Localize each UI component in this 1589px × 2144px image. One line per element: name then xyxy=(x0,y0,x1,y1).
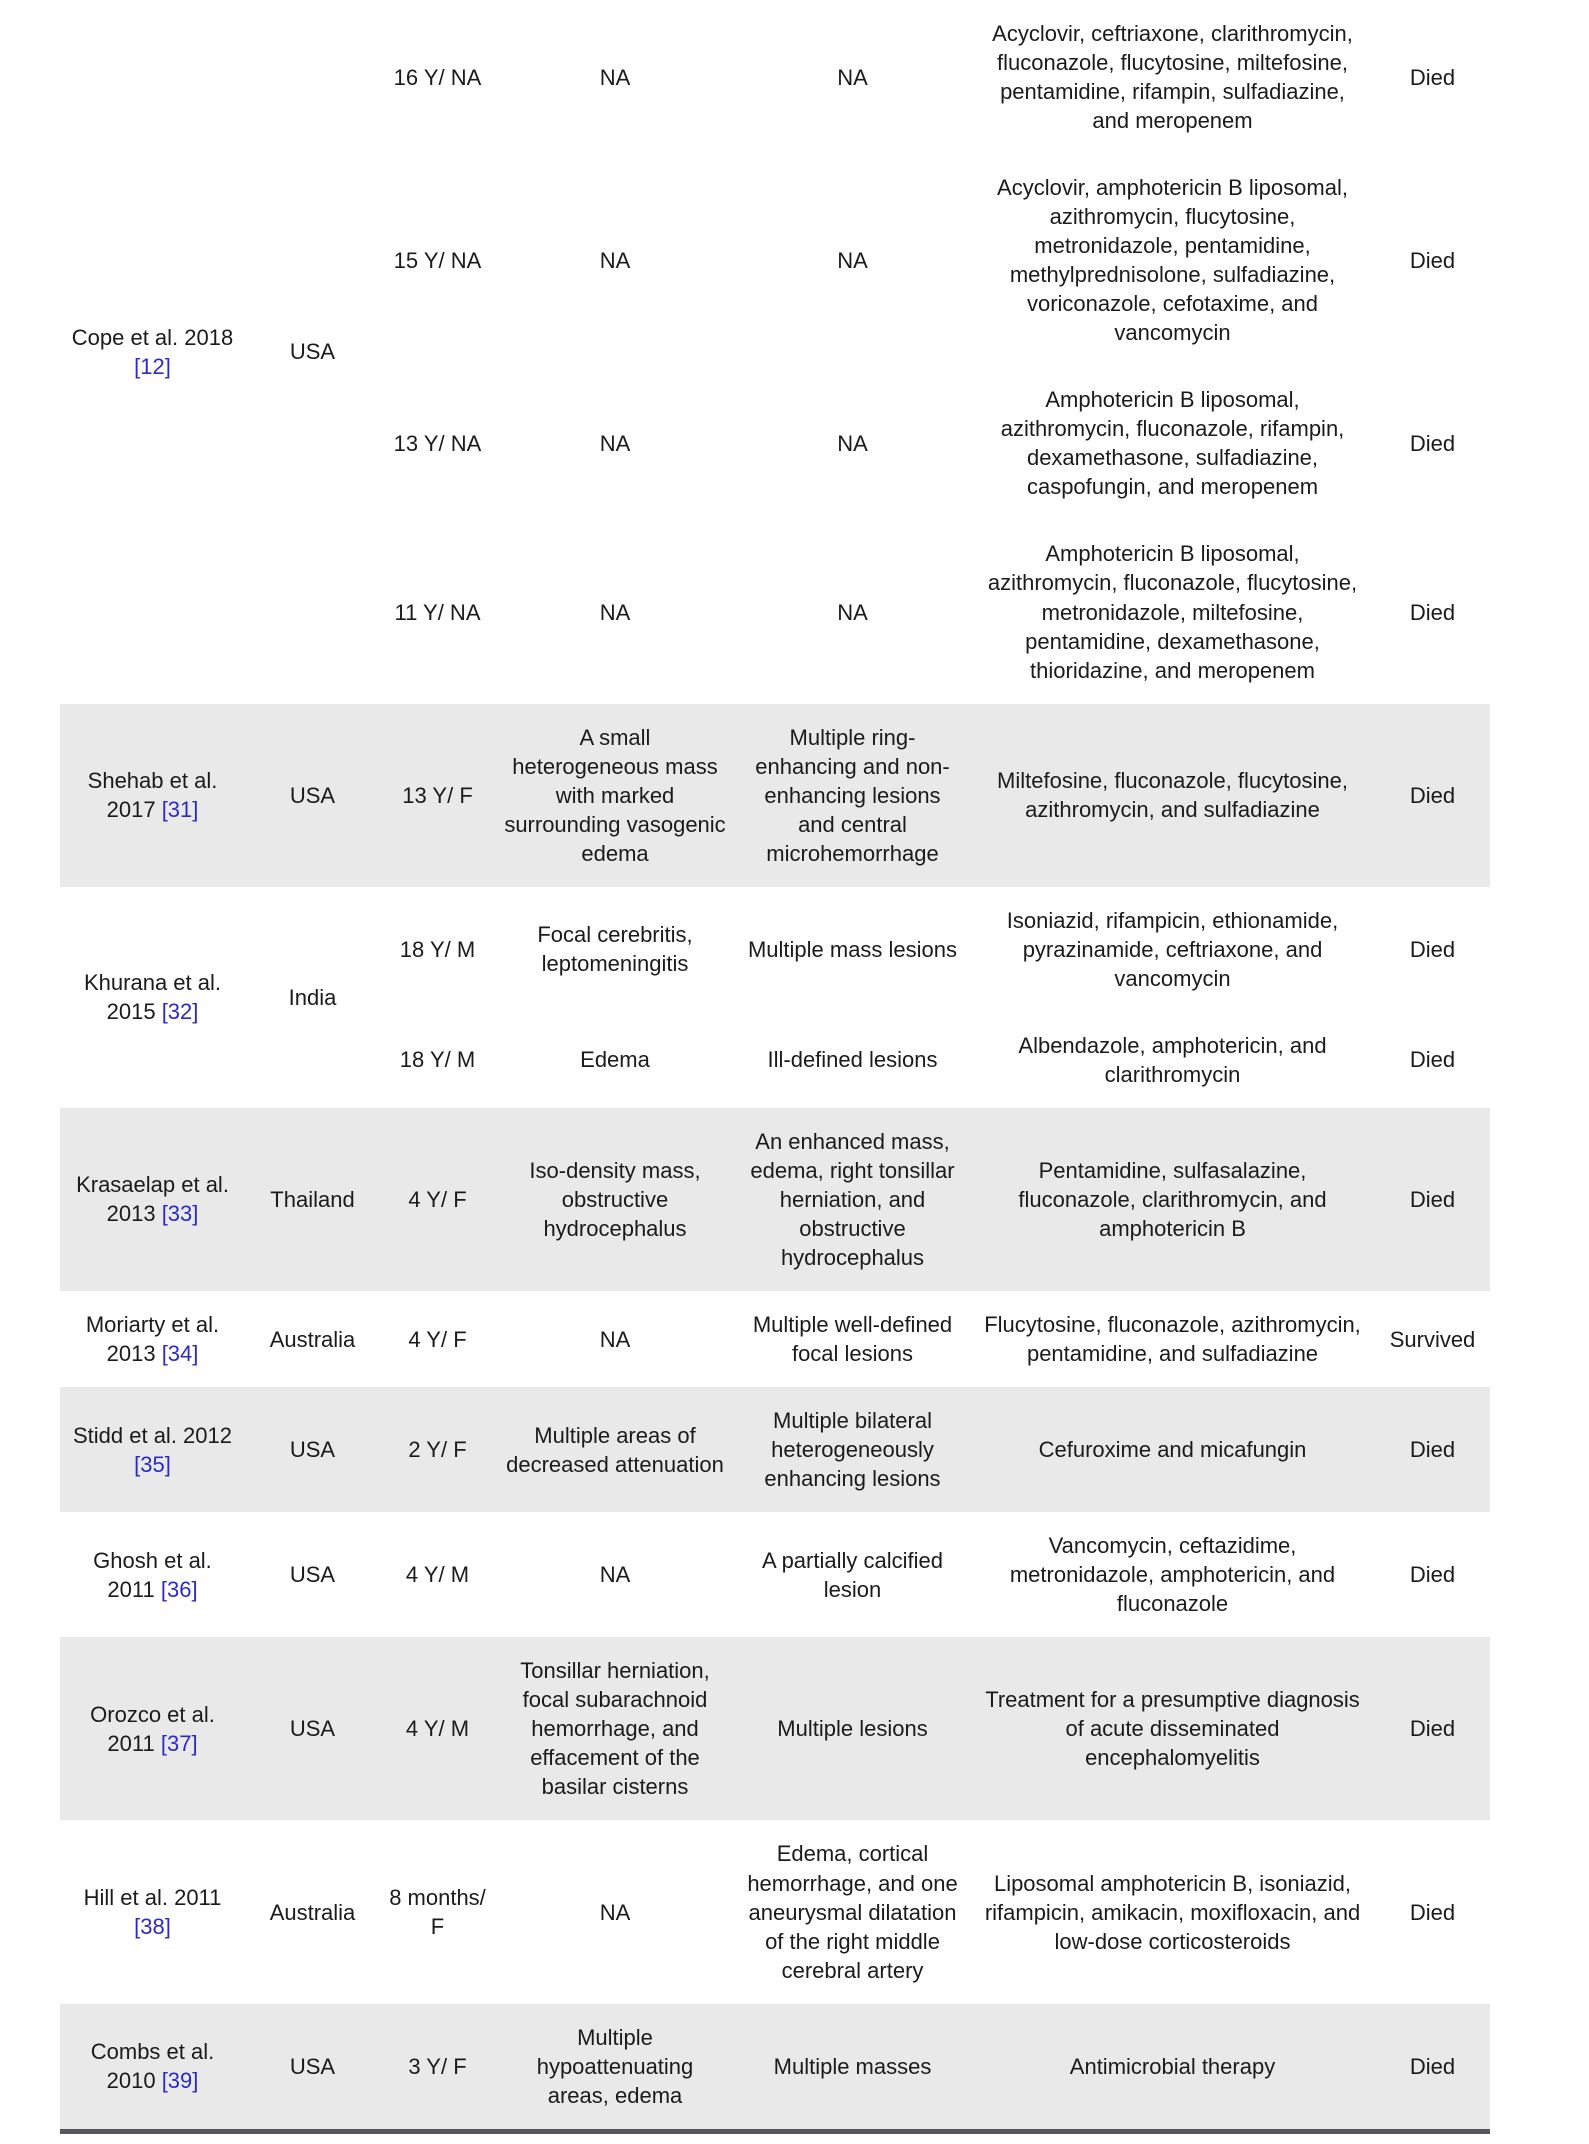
age-sex-cell: 4 Y/ F xyxy=(408,1326,467,1352)
age-sex-cell: 15 Y/ NA xyxy=(393,247,482,273)
author-name: Moriarty et al. 2013 xyxy=(85,1312,220,1367)
author-cell xyxy=(60,1108,245,1291)
mri-findings-cell: Multiple mass lesions xyxy=(747,936,958,962)
age-sex-cell: 18 Y/ M xyxy=(399,936,476,962)
country-cell: Australia xyxy=(269,1899,356,1925)
case-report-table xyxy=(60,0,1490,2134)
author-name: Krasaelap et al. 2013 xyxy=(76,1172,229,1227)
treatment-cell: Vancomycin, ceftazidime, metronidazole, amphotericin, and fluconazole xyxy=(1009,1533,1336,1617)
citation-link[interactable]: [33] xyxy=(161,1201,199,1227)
outcome-cell: Died xyxy=(1409,1047,1456,1073)
outcome-cell: Died xyxy=(1409,430,1456,456)
mri-findings-cell: An enhanced mass, edema, right tonsillar herniation, and obstructive hydrocephalus xyxy=(735,1108,970,1291)
treatment-cell: Antimicrobial therapy xyxy=(970,2004,1375,2132)
mri-findings-cell: Edema, cortical hemorrhage, and one aneurysmal dilatation of the right middle cerebral artery xyxy=(747,1841,958,1983)
treatment-cell: Liposomal amphotericin B, isoniazid, rifampicin, amikacin, moxifloxacin, and low-dose corticosteroids xyxy=(984,1870,1361,1954)
outcome-cell: Died xyxy=(1375,1108,1490,1291)
treatment-cell: Isoniazid, rifampicin, ethionamide, pyrazinamide, ceftriaxone, and vancomycin xyxy=(1006,907,1339,991)
ct-findings-cell: NA xyxy=(599,1562,631,1588)
author-name: Orozco et al. 2011 xyxy=(90,1701,215,1756)
outcome-cell: Died xyxy=(1375,2004,1490,2132)
age-sex-cell: 4 Y/ M xyxy=(380,1637,495,1820)
outcome-cell: Died xyxy=(1409,247,1456,273)
citation-link[interactable]: [35] xyxy=(134,1451,171,1477)
author-name: Shehab et al. 2017 xyxy=(87,768,218,823)
citation-link[interactable]: [34] xyxy=(161,1341,199,1367)
ct-findings-cell: Tonsillar herniation, focal subarachnoid hemorrhage, and effacement of the basilar cisterns xyxy=(495,1637,735,1820)
table-row xyxy=(60,0,1490,154)
author-name: Khurana et al. 2015 xyxy=(84,970,221,1025)
treatment-cell: Miltefosine, fluconazole, flucytosine, azithromycin, and sulfadiazine xyxy=(970,704,1375,887)
age-sex-cell: 16 Y/ NA xyxy=(393,64,482,90)
ct-findings-cell: A small heterogeneous mass with marked surrounding vasogenic edema xyxy=(495,704,735,887)
table-row xyxy=(60,1820,1490,2003)
ct-findings-cell: Focal cerebritis, leptomeningitis xyxy=(537,922,693,977)
author-cell xyxy=(60,2004,245,2132)
treatment-cell: Acyclovir, ceftriaxone, clarithromycin, fluconazole, flucytosine, miltefosine, pentamidine, rifampin, sulfadiazine, and meropenem xyxy=(992,21,1353,134)
ct-findings-cell: Multiple hypoattenuating areas, edema xyxy=(495,2004,735,2132)
author-name: Stidd et al. 2012 xyxy=(72,1422,232,1448)
mri-findings-cell: NA xyxy=(837,64,868,90)
treatment-cell: Flucytosine, fluconazole, azithromycin, pentamidine, and sulfadiazine xyxy=(984,1312,1361,1367)
citation-link[interactable]: [32] xyxy=(161,999,199,1025)
table-row xyxy=(60,2004,1490,2132)
treatment-cell: Treatment for a presumptive diagnosis of acute disseminated encephalomyelitis xyxy=(970,1637,1375,1820)
age-sex-cell: 18 Y/ M xyxy=(399,1047,476,1073)
citation-link[interactable]: [39] xyxy=(161,2068,199,2094)
mri-findings-cell: Multiple well-defined focal lesions xyxy=(752,1312,953,1367)
author-cell xyxy=(60,0,245,704)
age-sex-cell: 13 Y/ F xyxy=(380,704,495,887)
age-sex-cell: 13 Y/ NA xyxy=(393,430,482,456)
table-row xyxy=(60,1108,1490,1291)
table-row xyxy=(60,1387,1490,1512)
author-cell xyxy=(60,887,245,1108)
outcome-cell: Died xyxy=(1409,64,1456,90)
treatment-cell: Amphotericin B liposomal, azithromycin, fluconazole, rifampin, dexamethasone, sulfadiazine, caspofungin, and meropenem xyxy=(1000,387,1345,500)
outcome-cell: Survived xyxy=(1389,1326,1476,1352)
mri-findings-cell: NA xyxy=(837,247,868,273)
country-cell: USA xyxy=(245,1387,380,1512)
ct-findings-cell: NA xyxy=(599,430,631,456)
author-name: Combs et al. 2010 xyxy=(90,2039,215,2094)
ct-findings-cell: NA xyxy=(599,247,631,273)
author-cell xyxy=(60,1387,245,1512)
outcome-cell: Died xyxy=(1375,1637,1490,1820)
country-cell: Thailand xyxy=(245,1108,380,1291)
table-row xyxy=(60,1637,1490,1820)
country-cell: USA xyxy=(289,1562,336,1588)
citation-link[interactable]: [31] xyxy=(161,797,199,823)
treatment-cell: Albendazole, amphotericin, and clarithromycin xyxy=(1018,1032,1327,1087)
outcome-cell: Died xyxy=(1409,1562,1456,1588)
ct-findings-cell: Edema xyxy=(580,1047,650,1073)
author-cell xyxy=(60,1512,245,1637)
mri-findings-cell: NA xyxy=(837,430,868,456)
ct-findings-cell: NA xyxy=(599,1899,631,1925)
outcome-cell: Died xyxy=(1375,704,1490,887)
author-name: Cope et al. 2018 xyxy=(71,324,234,350)
country-cell: USA xyxy=(245,2004,380,2132)
country-cell: USA xyxy=(245,704,380,887)
ct-findings-cell: NA xyxy=(599,64,631,90)
mri-findings-cell: Multiple ring-enhancing and non-enhancing lesions and central microhemorrhage xyxy=(735,704,970,887)
mri-findings-cell: A partially calcified lesion xyxy=(762,1547,943,1602)
citation-link[interactable]: [38] xyxy=(134,1914,171,1940)
ct-findings-cell: NA xyxy=(599,1326,631,1352)
author-cell xyxy=(60,1291,245,1387)
country-cell: USA xyxy=(245,1637,380,1820)
outcome-cell: Died xyxy=(1409,1899,1456,1925)
age-sex-cell: 2 Y/ F xyxy=(380,1387,495,1512)
treatment-cell: Cefuroxime and micafungin xyxy=(970,1387,1375,1512)
age-sex-cell: 11 Y/ NA xyxy=(394,599,481,625)
age-sex-cell: 4 Y/ F xyxy=(380,1108,495,1291)
author-cell xyxy=(60,1820,245,2003)
ct-findings-cell: Multiple areas of decreased attenuation xyxy=(495,1387,735,1512)
mri-findings-cell: Multiple lesions xyxy=(735,1637,970,1820)
ct-findings-cell: NA xyxy=(599,599,631,625)
mri-findings-cell: Multiple masses xyxy=(735,2004,970,2132)
mri-findings-cell: Ill-defined lesions xyxy=(767,1047,938,1073)
table-row xyxy=(60,704,1490,887)
age-sex-cell: 4 Y/ M xyxy=(405,1562,470,1588)
country-cell: USA xyxy=(289,339,336,365)
table-row xyxy=(60,1291,1490,1387)
author-cell xyxy=(60,704,245,887)
ct-findings-cell: Iso-density mass, obstructive hydrocephalus xyxy=(495,1108,735,1291)
mri-findings-cell: NA xyxy=(837,599,868,625)
outcome-cell: Died xyxy=(1409,599,1456,625)
author-cell xyxy=(60,1637,245,1820)
age-sex-cell: 8 months/ F xyxy=(389,1885,486,1940)
treatment-cell: Acyclovir, amphotericin B liposomal, azithromycin, flucytosine, metronidazole, pentamidine, methylprednisolone, sulfadiazine, voriconazole, cefotaxime, and vancomycin xyxy=(997,175,1348,346)
treatment-cell: Pentamidine, sulfasalazine, fluconazole, clarithromycin, and amphotericin B xyxy=(970,1108,1375,1291)
treatment-cell: Amphotericin B liposomal, azithromycin, fluconazole, flucytosine, metronidazole, miltefosine, pentamidine, dexamethasone, thioridazine, and meropenem xyxy=(987,541,1358,683)
citation-link[interactable]: [12] xyxy=(134,353,171,379)
mri-findings-cell: Multiple bilateral heterogeneously enhancing lesions xyxy=(735,1387,970,1512)
table-row xyxy=(60,1512,1490,1637)
citation-link[interactable]: [37] xyxy=(160,1730,198,1756)
author-name: Hill et al. 2011 xyxy=(83,1885,222,1911)
outcome-cell: Died xyxy=(1375,1387,1490,1512)
author-name: Ghosh et al. 2011 xyxy=(93,1547,212,1602)
table-row xyxy=(60,887,1490,1012)
case-table-body xyxy=(60,0,1490,2131)
country-cell: India xyxy=(288,984,337,1010)
outcome-cell: Died xyxy=(1409,936,1456,962)
age-sex-cell: 3 Y/ F xyxy=(380,2004,495,2132)
country-cell: Australia xyxy=(269,1326,356,1352)
citation-link[interactable]: [36] xyxy=(160,1576,198,1602)
